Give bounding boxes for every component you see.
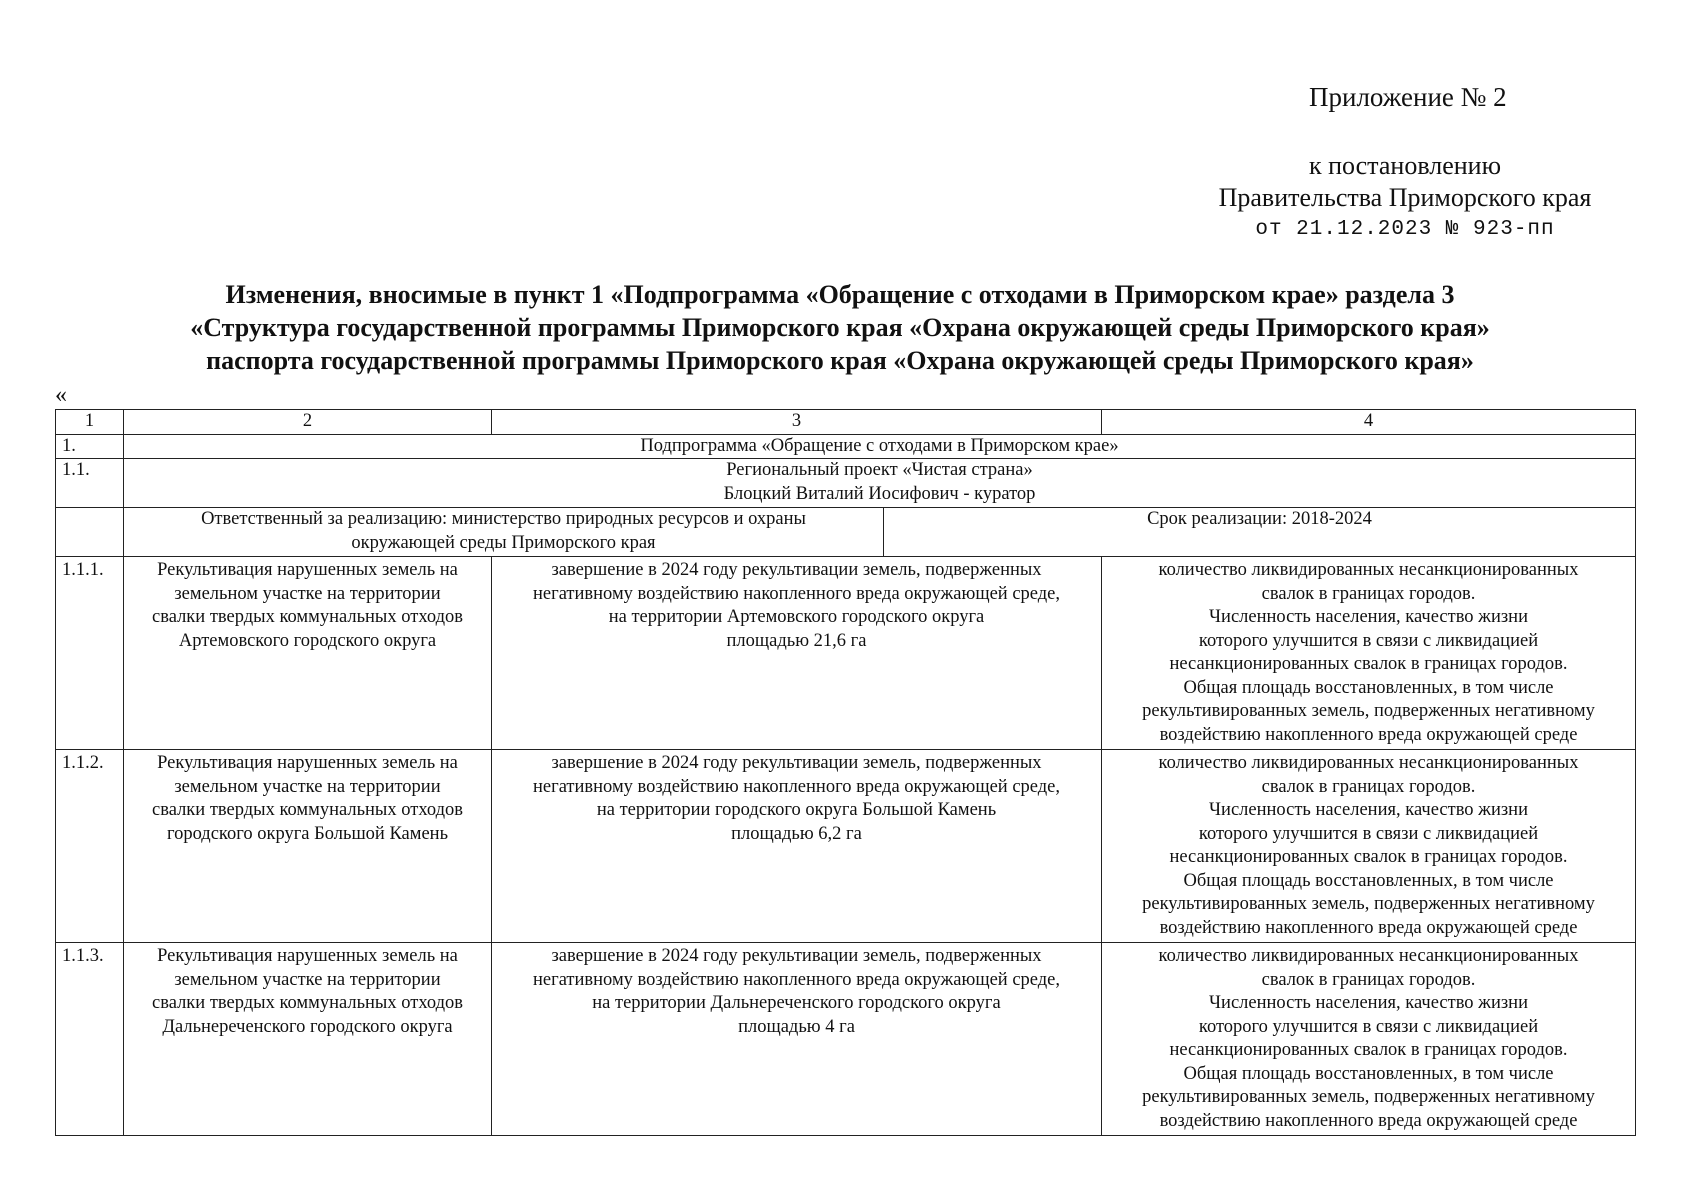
column-header: 4 — [1102, 410, 1636, 435]
result-line: негативному воздействию накопленного вреда окружающей среде, — [533, 969, 1060, 990]
table-header-row — [56, 410, 1636, 435]
responsible-line-2: окружающей среды Приморского края — [351, 532, 656, 553]
decree-line-1: к постановлению — [1308, 151, 1502, 180]
task-line: земельном участке на территории — [174, 969, 441, 990]
program-structure-table — [55, 409, 1636, 1136]
result-line: завершение в 2024 году рекультивации земель, подверженных — [551, 560, 1042, 580]
task-line: городского округа Большой Камень — [166, 823, 449, 844]
item-task — [124, 750, 492, 943]
task-line: свалки твердых коммунальных отходов — [152, 800, 463, 820]
indicator-line: которого улучшится в связи с ликвидацией — [1198, 1016, 1539, 1037]
indicator-line: несанкционированных свалок в границах городов. — [1169, 847, 1568, 867]
indicator-line: несанкционированных свалок в границах городов. — [1169, 1040, 1568, 1060]
task-line: Дальнереченского городского округа — [162, 1016, 453, 1037]
item-task — [124, 943, 492, 1136]
indicator-line: Численность населения, качество жизни — [1209, 607, 1528, 627]
indicator-line: Общая площадь восстановленных, в том числе — [1183, 870, 1554, 891]
indicator-line: Общая площадь восстановленных, в том числе — [1183, 1063, 1554, 1084]
task-line: свалки твердых коммунальных отходов — [152, 993, 463, 1013]
item-result — [492, 943, 1102, 1136]
indicator-line: рекультивированных земель, подверженных негативному — [1142, 701, 1595, 721]
result-line: негативному воздействию накопленного вреда окружающей среде, — [533, 583, 1060, 604]
indicator-line: Общая площадь восстановленных, в том числе — [1183, 677, 1554, 698]
opening-quote-mark: « — [55, 382, 67, 408]
indicator-line: количество ликвидированных несанкционированных — [1158, 560, 1579, 580]
indicator-line: рекультивированных земель, подверженных негативному — [1142, 894, 1595, 914]
item-task — [124, 557, 492, 750]
result-line: на территории Дальнереченского городского округа — [592, 993, 1001, 1013]
result-line: площадью 4 га — [738, 1016, 855, 1037]
task-line: земельном участке на территории — [174, 583, 441, 604]
item-indicators — [1102, 943, 1636, 1136]
indicator-line: несанкционированных свалок в границах городов. — [1169, 654, 1568, 674]
project-name: Региональный проект «Чистая страна» — [726, 460, 1033, 480]
table-row — [56, 557, 1636, 750]
column-header: 3 — [492, 410, 1102, 435]
task-line: земельном участке на территории — [174, 776, 441, 797]
result-line: негативному воздействию накопленного вреда окружающей среде, — [533, 776, 1060, 797]
appendix-label: Приложение № 2 — [1309, 82, 1507, 112]
result-line: на территории Артемовского городского округа — [608, 607, 985, 627]
responsible-line-1: Ответственный за реализацию: министерство природных ресурсов и охраны — [201, 509, 806, 529]
implementation-term: Срок реализации: 2018-2024 — [1147, 509, 1372, 529]
subprogram-row — [56, 434, 1636, 459]
indicator-line: воздействию накопленного вреда окружающей среде — [1159, 1110, 1578, 1131]
item-number: 1.1.2. — [56, 750, 124, 943]
task-line: Рекультивация нарушенных земель на — [157, 946, 458, 966]
subprogram-title: Подпрограмма «Обращение с отходами в Приморском крае» — [124, 434, 1636, 459]
decree-line-2: Правительства Приморского края — [1218, 183, 1592, 212]
indicator-line: рекультивированных земель, подверженных негативному — [1142, 1087, 1595, 1107]
title-line-3: паспорта государственной программы Приморского края «Охрана окружающей среды Приморского края» — [206, 346, 1474, 375]
responsible-executor — [124, 508, 884, 556]
indicator-line: воздействию накопленного вреда окружающей среде — [1159, 917, 1578, 938]
project-row — [56, 459, 1636, 508]
item-number: 1.1.3. — [56, 943, 124, 1136]
table-row — [56, 750, 1636, 943]
indicator-line: Численность населения, качество жизни — [1209, 993, 1528, 1013]
table-row — [56, 943, 1636, 1136]
result-line: на территории городского округа Большой Камень — [596, 800, 997, 820]
subprogram-number: 1. — [56, 434, 124, 459]
indicator-line: которого улучшится в связи с ликвидацией — [1198, 823, 1539, 844]
indicator-line: Численность населения, качество жизни — [1209, 800, 1528, 820]
column-header: 2 — [124, 410, 492, 435]
result-line: площадью 21,6 га — [726, 630, 867, 651]
item-number: 1.1.1. — [56, 557, 124, 750]
project-title — [124, 459, 1636, 508]
task-line: Рекультивация нарушенных земель на — [157, 560, 458, 580]
project-curator: Блоцкий Виталий Иосифович - куратор — [723, 483, 1036, 504]
indicator-line: свалок в границах городов. — [1261, 776, 1476, 797]
responsible-cell — [124, 508, 1636, 557]
item-indicators — [1102, 557, 1636, 750]
indicator-line: количество ликвидированных несанкционированных — [1158, 946, 1579, 966]
indicator-line: которого улучшится в связи с ликвидацией — [1198, 630, 1539, 651]
item-indicators — [1102, 750, 1636, 943]
decree-reference — [1180, 150, 1630, 246]
column-header: 1 — [56, 410, 124, 435]
responsible-row — [56, 508, 1636, 557]
indicator-line: свалок в границах городов. — [1261, 969, 1476, 990]
item-result — [492, 750, 1102, 943]
result-line: завершение в 2024 году рекультивации земель, подверженных — [551, 946, 1042, 966]
task-line: Артемовского городского округа — [178, 630, 437, 651]
item-result — [492, 557, 1102, 750]
project-number: 1.1. — [56, 459, 124, 508]
empty-cell — [56, 508, 124, 557]
title-line-2: «Структура государственной программы Приморского края «Охрана окружающей среды Приморского края» — [190, 313, 1490, 342]
document-title — [100, 278, 1580, 377]
indicator-line: количество ликвидированных несанкционированных — [1158, 753, 1579, 773]
task-line: Рекультивация нарушенных земель на — [157, 753, 458, 773]
result-line: площадью 6,2 га — [731, 823, 862, 844]
result-line: завершение в 2024 году рекультивации земель, подверженных — [551, 753, 1042, 773]
task-line: свалки твердых коммунальных отходов — [152, 607, 463, 627]
title-line-1: Изменения, вносимые в пункт 1 «Подпрограмма «Обращение с отходами в Приморском крае» раздела 3 — [225, 280, 1455, 309]
indicator-line: воздействию накопленного вреда окружающей среде — [1159, 724, 1578, 745]
indicator-line: свалок в границах городов. — [1261, 583, 1476, 604]
decree-number: от 21.12.2023 № 923-пп — [1255, 218, 1555, 241]
